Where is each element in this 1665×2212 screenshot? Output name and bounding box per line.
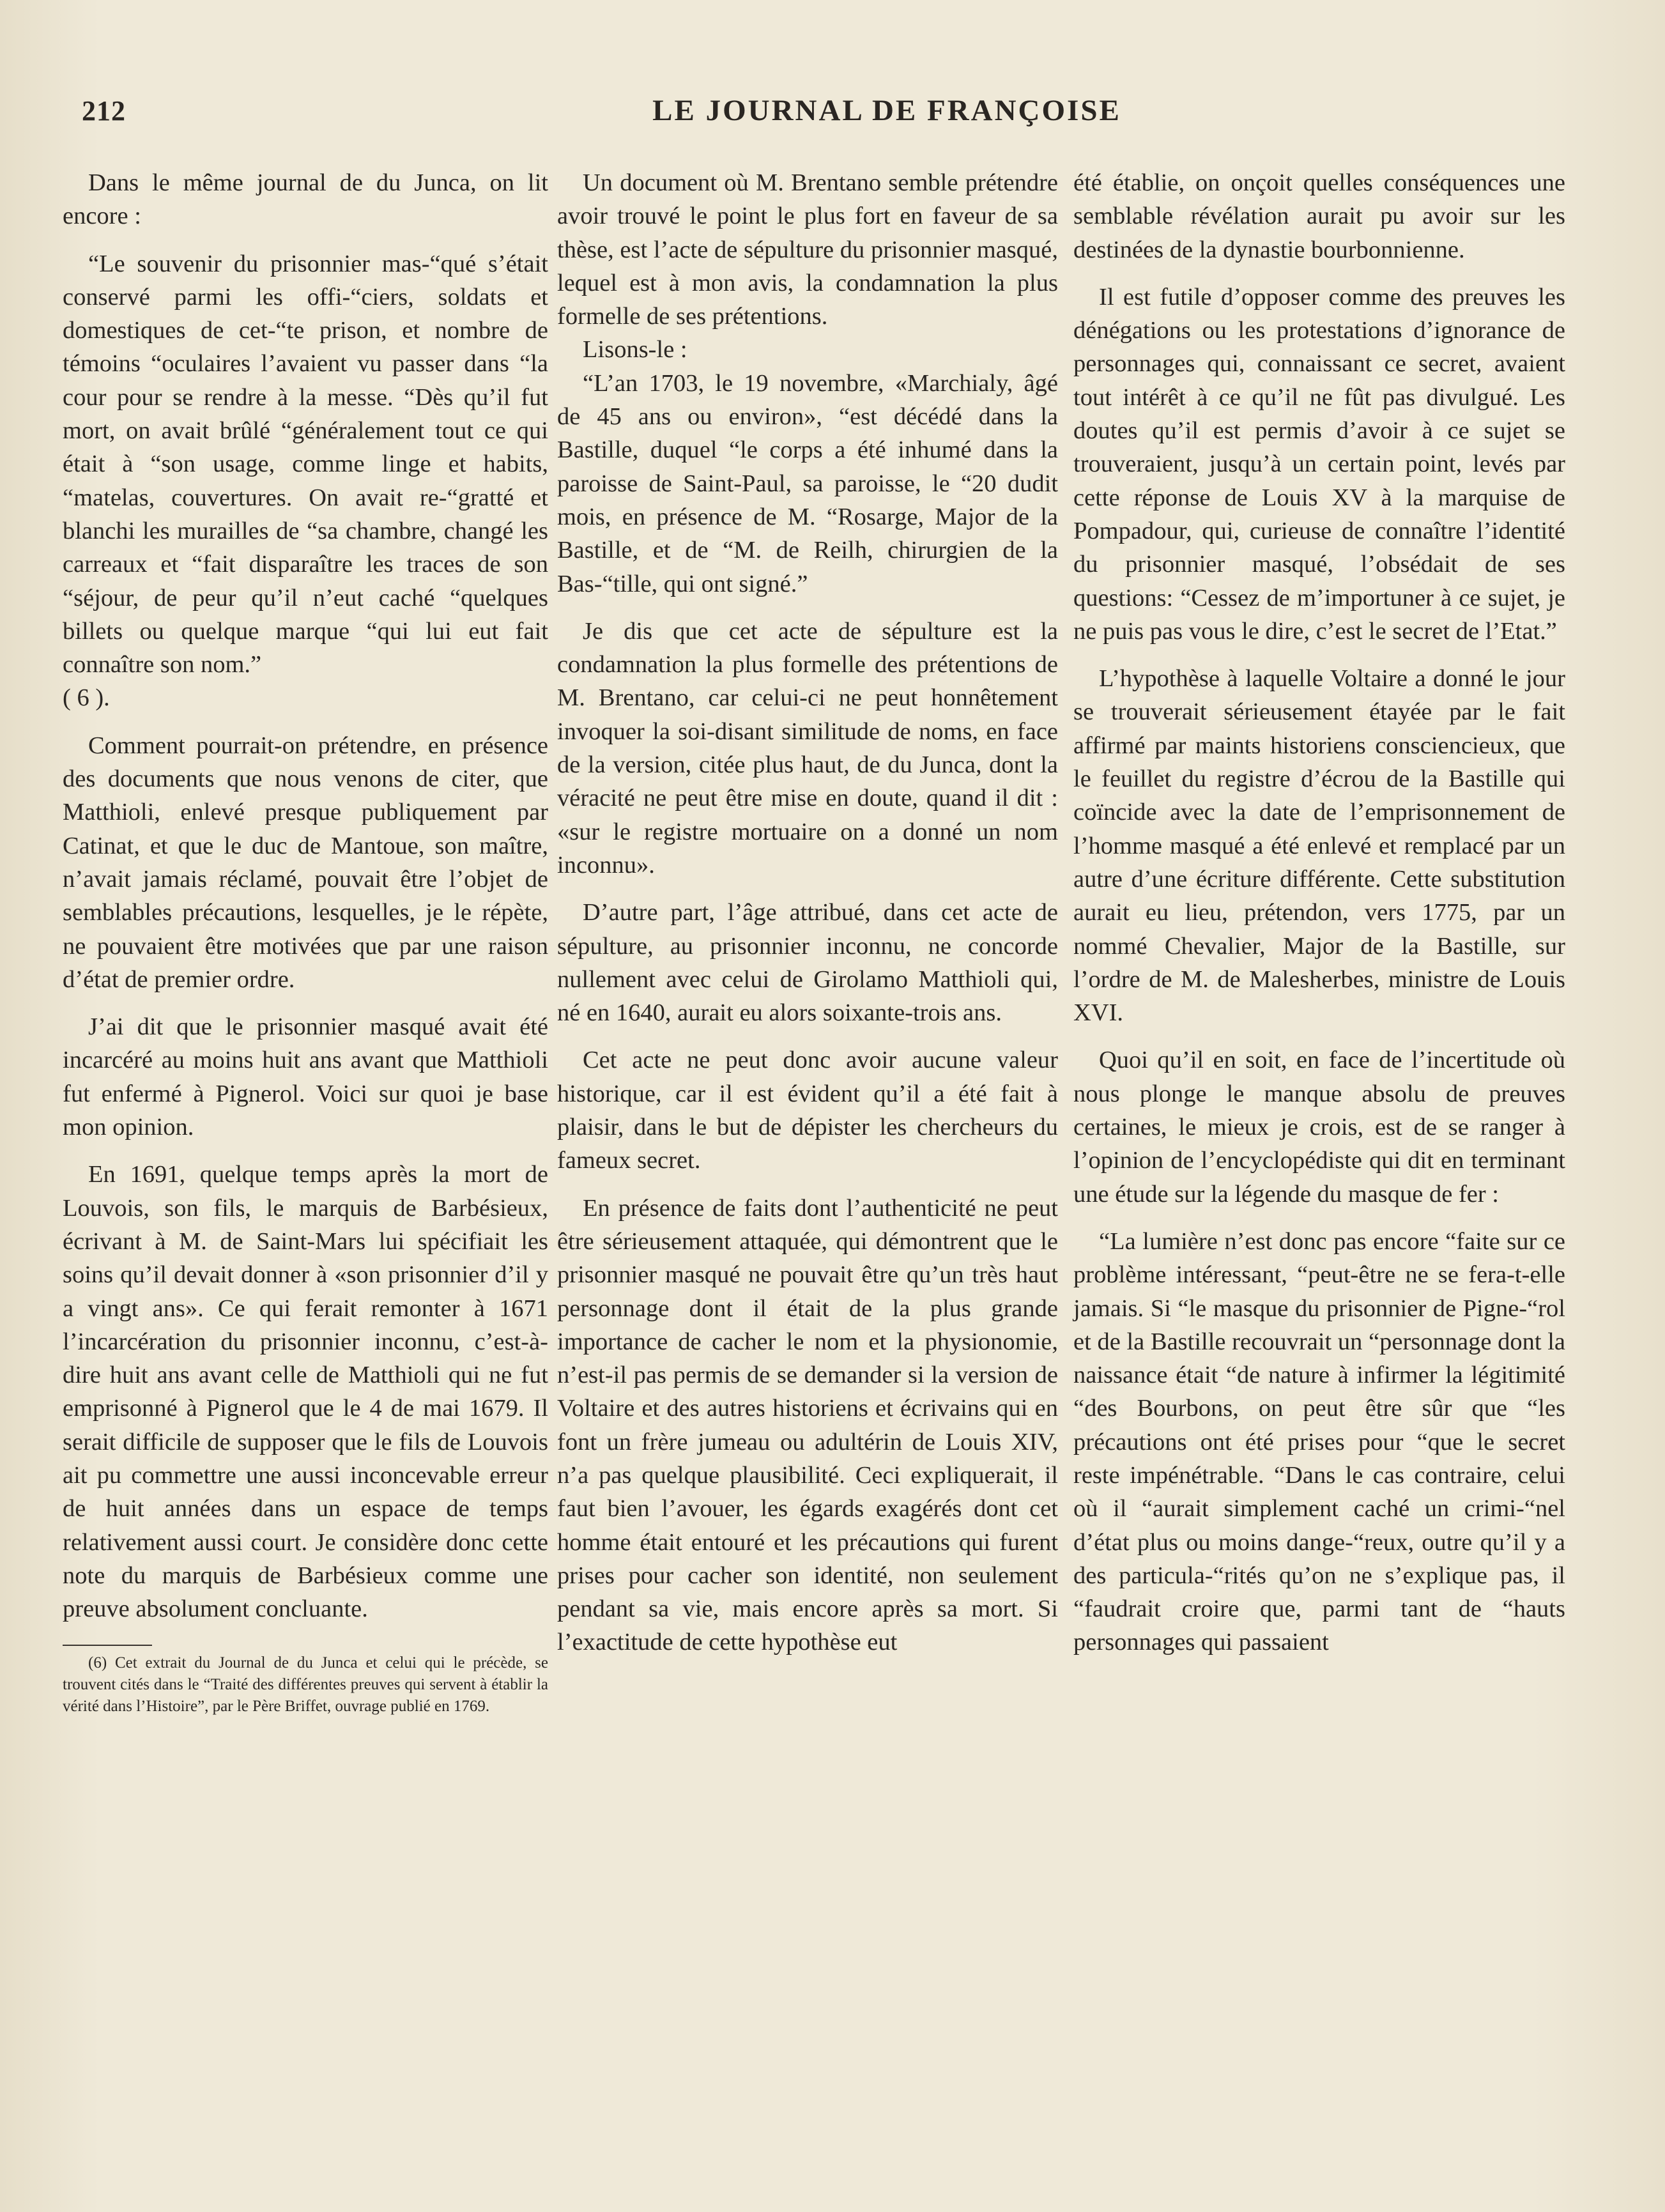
paragraph-quote: “La lumière n’est donc pas encore “faite sur ce problème intéressant, “peut-être ne se fera-t-elle jamais. Si “le masque du prisonnier de Pigne-“rol et de la Bastille recouvrait un “personnage dont la naissance était “de nature à infirmer la légitimité “des Bourbons, on peut être sûr que “les précautions ont été prises pour “que le secret reste impénétrable. “Dans le cas contraire, celui où il “aurait simplement caché un crimi-“nel d’état plus ou moins dange-“reux, outre qu’il y a des particula-“rités qu’on ne s’explique pas, il “faudrait croire que, parmi tant de “hauts personnages qui passaient — [1073, 1227, 1565, 1656]
paragraph: D’autre part, l’âge attribué, dans cet acte de sépulture, au prisonnier inconnu, ne concorde nullement avec celui de Girolamo Matthioli qui, né en 1640, aurait eu alors soixante-trois ans. — [557, 899, 1058, 1027]
paragraph: Quoi qu’il en soit, en face de l’incertitude où nous plonge le manque absolu de preuves certaines, le mieux je crois, est de se ranger à l’opinion de l’encyclopédiste qui dit en terminant une étude sur la légende du masque de fer : — [1073, 1047, 1565, 1208]
paragraph: Lisons-le : — [583, 336, 687, 364]
footnote: (6) Cet extrait du Journal de du Junca et celui qui le précède, se trouvent cités dans le “Traité des différentes preuves qui servent à établir la vérité dans l’Histoire”, par le Père Briffet, ouvrage publié en 1769. — [63, 1654, 548, 1716]
footnote-divider — [63, 1645, 152, 1646]
paragraph-quote: “Le souvenir du prisonnier mas-“qué s’était conservé parmi les offi-“ciers, soldats et domestiques de cet-“te prison, et nombre de témoins “oculaires l’avaient vu passer dans “la cour pour se rendre à la messe. “Dès qu’il fut mort, on avait brûlé “généralement tout ce qui était à “son usage, comme linge et habits, “matelas, couvertures. On avait re-“gratté et blanchi les murailles de “sa chambre, changé les carreaux et “fait disparaître les traces de son “séjour, de peur qu’il n’eut caché “quelques billets ou quelque marque “qui lui eut fait connaître son nom.” — [63, 250, 548, 679]
column-3 — [1073, 166, 1565, 1659]
paragraph: Comment pourrait-on prétendre, en présence des documents que nous venons de citer, que Matthioli, enlevé presque publiquement par Catinat, et que le duc de Mantoue, son maître, n’avait jamais réclamé, pouvait être l’objet de semblables précautions, lesquelles, je le répète, ne pouvaient être motivées que par une raison d’état de premier ordre. — [63, 732, 548, 993]
paragraph-quote: “L’an 1703, le 19 novembre, «Marchialy, âgé de 45 ans ou environ», “est décédé dans la Bastille, duquel “le corps a été inhumé dans la paroisse de Saint-Paul, sa paroisse, le “20 dudit mois, en présence de M. “Rosarge, Major de la Bastille, et de “M. de Reilh, chirurgien de la Bas-“tille, qui ont signé.” — [557, 369, 1058, 597]
running-title: LE JOURNAL DE FRANÇOISE — [652, 94, 1121, 127]
paragraph: Il est futile d’opposer comme des preuves les dénégations ou les protestations d’ignorance de personnages qui, connaissant ce secret, avaient tout intérêt à ce qu’il ne fût pas divulgué. Les doutes qu’il est permis d’avoir à ce sujet se trouveraient, jusqu’à un certain point, levés par cette réponse de Louis XV à la marquise de Pompadour, qui, curieuse de connaître l’identité du prisonnier masqué, l’obsédait de ses questions: “Cessez de m’importuner à ce sujet, je ne puis pas vous le dire, c’est le secret de l’Etat.” — [1073, 283, 1565, 645]
paragraph: Un document où M. Brentano semble prétendre avoir trouvé le point le plus fort en faveur de sa thèse, est l’acte de sépulture du prisonnier masqué, lequel est à mon avis, la condamnation la plus formelle de ses prétentions. — [557, 169, 1058, 330]
column-2 — [557, 166, 1058, 1659]
footnote-reference: ( 6 ). — [63, 684, 110, 712]
paragraph: été établie, on onçoit quelles conséquences une semblable révélation aurait pu avoir sur les destinées de la dynastie bourbonnienne. — [1073, 169, 1565, 263]
paragraph: Je dis que cet acte de sépulture est la condamnation la plus formelle des prétentions de M. Brentano, car celui-ci ne peut honnêtement invoquer la soi-disant similitude de noms, en face de la version, citée plus haut, de du Junca, dont la véracité ne peut être mise en doute, quand il dit : «sur le registre mortuaire on a donné un nom inconnu». — [557, 617, 1058, 879]
page-number: 212 — [82, 95, 126, 127]
paragraph: L’hypothèse à laquelle Voltaire a donné le jour se trouverait sérieusement étayée par le fait affirmé par maints historiens consciencieux, que le feuillet du registre d’écrou de la Bastille qui coïncide avec la date de l’emprisonnement de l’homme masqué a été enlevé et remplacé par un autre d’une écriture différente. Cette substitution aurait eu lieu, prétendon, vers 1775, par un nommé Chevalier, Major de la Bastille, sur l’ordre de M. de Malesherbes, ministre de Louis XVI. — [1073, 665, 1565, 1027]
column-1 — [63, 166, 548, 1717]
paragraph: Dans le même journal de du Junca, on lit encore : — [63, 169, 548, 230]
paragraph: J’ai dit que le prisonnier masqué avait été incarcéré au moins huit ans avant que Matthioli fut enfermé à Pignerol. Voici sur quoi je base mon opinion. — [63, 1013, 548, 1141]
paragraph: En 1691, quelque temps après la mort de Louvois, son fils, le marquis de Barbésieux, écrivant à M. de Saint-Mars lui spécifiait les soins qu’il devait donner à «son prisonnier d’il y a vingt ans». Ce qui ferait remonter à 1671 l’incarcération du prisonnier inconnu, c’est-à-dire huit ans avant celle de Matthioli qui ne fut emprisonné à Pignerol que le 4 de mai 1679. Il serait difficile de supposer que le fils de Louvois ait pu commettre une aussi inconcevable erreur de huit années dans un espace de temps relativement aussi court. Je considère donc cette note du marquis de Barbésieux comme une preuve absolument concluante. — [63, 1161, 548, 1623]
paragraph: En présence de faits dont l’authenticité ne peut être sérieusement attaquée, qui démontrent que le prisonnier masqué ne pouvait être qu’un très haut personnage dont il était de la plus grande importance de cacher le nom et la physionomie, n’est-il pas permis de se demander si la version de Voltaire et des autres historiens et écrivains qui en font un frère jumeau ou adultérin de Louis XIV, n’a pas quelque plausibilité. Ceci expliquerait, il faut bien l’avouer, les égards exagérés dont cet homme était entouré et les précautions qui furent prises pour cacher son identité, non seulement pendant sa vie, mais encore après sa mort. Si l’exactitude de cette hypothèse eut — [557, 1194, 1058, 1656]
paragraph: Cet acte ne peut donc avoir aucune valeur historique, car il est évident qu’il a été fait à plaisir, dans le but de dépister les chercheurs du fameux secret. — [557, 1047, 1058, 1174]
